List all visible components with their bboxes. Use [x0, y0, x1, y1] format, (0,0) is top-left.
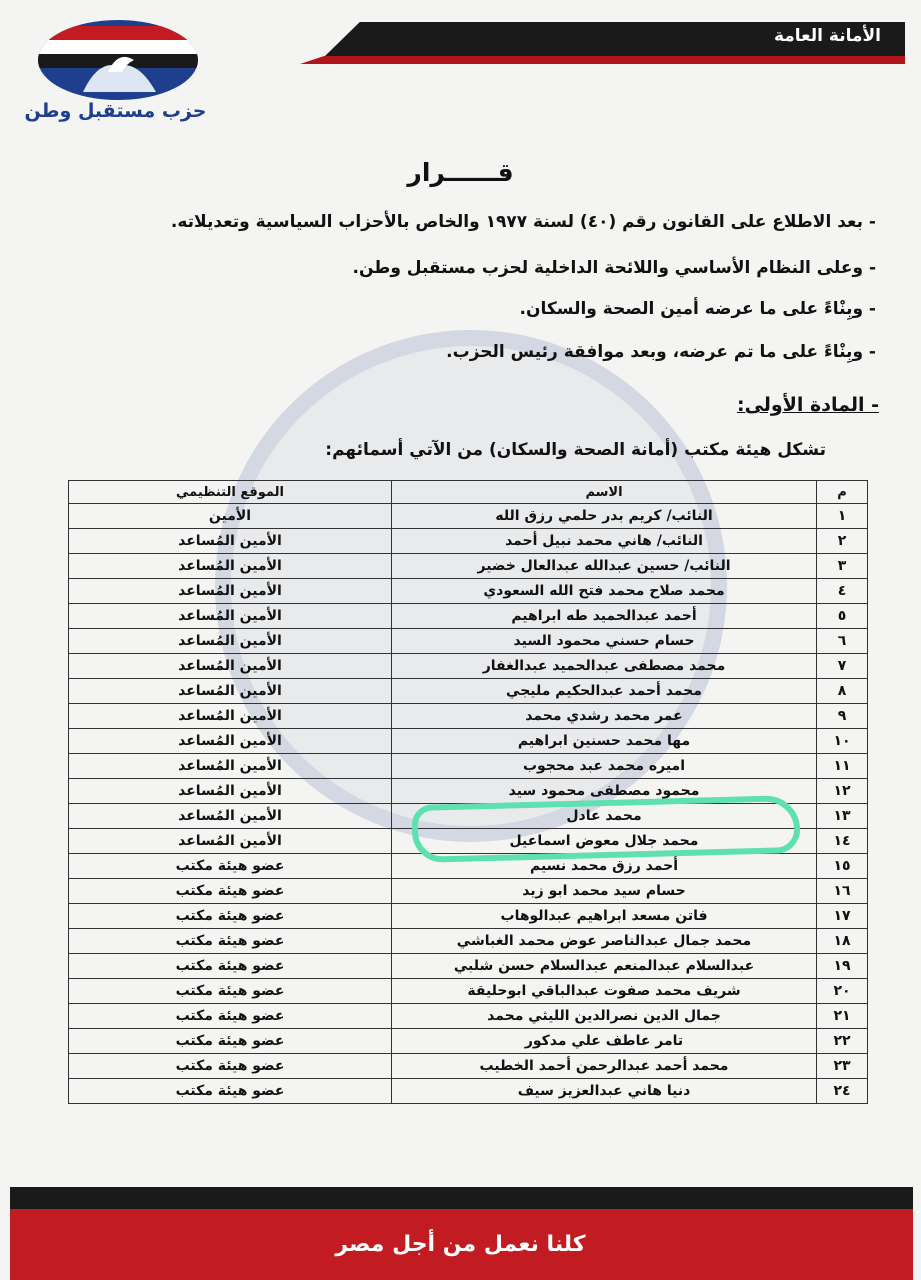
row-number: ٢٣ — [817, 1054, 868, 1079]
member-position: الأمين المُساعد — [69, 654, 392, 679]
table-row — [69, 1029, 868, 1054]
member-name: عمر محمد رشدي محمد — [392, 704, 817, 729]
table-row — [69, 904, 868, 929]
member-position: الأمين المُساعد — [69, 779, 392, 804]
member-position: عضو هيئة مكتب — [69, 954, 392, 979]
table-row — [69, 1004, 868, 1029]
footer-slogan: كلنا نعمل من أجل مصر — [335, 1232, 586, 1257]
row-number: ٩ — [817, 704, 868, 729]
article-heading: - المادة الأولى: — [736, 394, 879, 416]
member-name: اميره محمد عبد محجوب — [392, 754, 817, 779]
table-row — [69, 1079, 868, 1104]
member-name: محمد أحمد عبدالرحمن أحمد الخطيب — [392, 1054, 817, 1079]
row-number: ٥ — [817, 604, 868, 629]
table-row — [69, 554, 868, 579]
table-row — [69, 729, 868, 754]
row-number: ١٤ — [817, 829, 868, 854]
member-name: محمد مصطفى عبدالحميد عبدالغفار — [392, 654, 817, 679]
member-name: النائب/ كريم بدر حلمي رزق الله — [392, 504, 817, 529]
table-row — [69, 704, 868, 729]
header-position: الموقع التنظيمي — [69, 481, 392, 504]
preamble-line: - وبِنْاءً على ما عرضه أمين الصحة والسكان. — [519, 299, 876, 319]
table-row — [69, 654, 868, 679]
member-position: عضو هيئة مكتب — [69, 904, 392, 929]
row-number: ١٦ — [817, 879, 868, 904]
preamble-line: - بعد الاطلاع على القانون رقم (٤٠) لسنة ١٩٧٧ والخاص بالأحزاب السياسية وتعديلاته. — [170, 212, 876, 232]
member-position: عضو هيئة مكتب — [69, 879, 392, 904]
member-position: الأمين المُساعد — [69, 554, 392, 579]
member-position: عضو هيئة مكتب — [69, 1029, 392, 1054]
member-name: أحمد رزق محمد نسيم — [392, 854, 817, 879]
member-position: الأمين المُساعد — [69, 679, 392, 704]
member-position: الأمين المُساعد — [69, 604, 392, 629]
table-row — [69, 979, 868, 1004]
member-position: عضو هيئة مكتب — [69, 979, 392, 1004]
table-row — [69, 629, 868, 654]
member-position: عضو هيئة مكتب — [69, 1004, 392, 1029]
row-number: ٢٤ — [817, 1079, 868, 1104]
member-name: حسام سيد محمد ابو زيد — [392, 879, 817, 904]
logo-emblem — [38, 20, 198, 100]
table-row — [69, 754, 868, 779]
row-number: ٢٠ — [817, 979, 868, 1004]
member-position: الأمين المُساعد — [69, 729, 392, 754]
table-row — [69, 879, 868, 904]
member-name: تامر عاطف علي مدكور — [392, 1029, 817, 1054]
row-number: ٢٢ — [817, 1029, 868, 1054]
member-name: محمد عادل — [392, 804, 817, 829]
member-name: دنيا هاني عبدالعزيز سيف — [392, 1079, 817, 1104]
row-number: ٦ — [817, 629, 868, 654]
member-name: جمال الدين نصرالدين الليثي محمد — [392, 1004, 817, 1029]
party-logo — [18, 18, 213, 128]
row-number: ٣ — [817, 554, 868, 579]
member-position: عضو هيئة مكتب — [69, 1054, 392, 1079]
member-position: الأمين — [69, 504, 392, 529]
eagle-icon — [38, 20, 198, 100]
table-row — [69, 954, 868, 979]
header-name: الاسم — [392, 481, 817, 504]
member-name: النائب/ هاني محمد نبيل أحمد — [392, 529, 817, 554]
member-position: الأمين المُساعد — [69, 804, 392, 829]
member-name: محمد جمال عبدالناصر عوض محمد الغباشي — [392, 929, 817, 954]
member-name: عبدالسلام عبدالمنعم عبدالسلام حسن شلبي — [392, 954, 817, 979]
member-position: الأمين المُساعد — [69, 529, 392, 554]
table-row — [69, 504, 868, 529]
row-number: ١٨ — [817, 929, 868, 954]
member-name: النائب/ حسين عبدالله عبدالعال خضير — [392, 554, 817, 579]
table-row — [69, 679, 868, 704]
table-header-row — [69, 481, 868, 504]
hand-drawn-highlight — [411, 795, 800, 863]
preamble-line: - وعلى النظام الأساسي واللائحة الداخلية لحزب مستقبل وطن. — [352, 258, 876, 278]
member-position: عضو هيئة مكتب — [69, 1079, 392, 1104]
member-name: محمد صلاح محمد فتح الله السعودي — [392, 579, 817, 604]
header-number: م — [817, 481, 868, 504]
members-table — [68, 480, 868, 1104]
article-subtitle: تشكل هيئة مكتب (أمانة الصحة والسكان) من الآتي أسمائهم: — [325, 440, 826, 460]
row-number: ٢١ — [817, 1004, 868, 1029]
table-row — [69, 579, 868, 604]
member-position: الأمين المُساعد — [69, 579, 392, 604]
member-position: الأمين المُساعد — [69, 704, 392, 729]
member-name: محمد جلال معوض اسماعيل — [392, 829, 817, 854]
member-position: الأمين المُساعد — [69, 829, 392, 854]
row-number: ١ — [817, 504, 868, 529]
row-number: ١٢ — [817, 779, 868, 804]
member-position: الأمين المُساعد — [69, 629, 392, 654]
logo-text: حزب مستقبل وطن — [24, 100, 207, 122]
member-position: عضو هيئة مكتب — [69, 929, 392, 954]
row-number: ١٣ — [817, 804, 868, 829]
member-name: مها محمد حسنين ابراهيم — [392, 729, 817, 754]
row-number: ١٥ — [817, 854, 868, 879]
table-row — [69, 529, 868, 554]
header-banner-text: الأمانة العامة — [773, 26, 881, 46]
row-number: ١٩ — [817, 954, 868, 979]
member-name: شريف محمد صفوت عبدالباقي ابوحليقة — [392, 979, 817, 1004]
document-title: قــــــرار — [407, 158, 514, 187]
footer-black-stripe — [10, 1187, 913, 1209]
member-name: محمد أحمد عبدالحكيم مليجي — [392, 679, 817, 704]
row-number: ٤ — [817, 579, 868, 604]
member-name: أحمد عبدالحميد طه ابراهيم — [392, 604, 817, 629]
row-number: ٨ — [817, 679, 868, 704]
member-name: حسام حسني محمود السيد — [392, 629, 817, 654]
preamble-line: - وبِنْاءً على ما تم عرضه، وبعد موافقة رئيس الحزب. — [446, 342, 876, 362]
row-number: ١١ — [817, 754, 868, 779]
member-name: محمود مصطفى محمود سيد — [392, 779, 817, 804]
row-number: ١٧ — [817, 904, 868, 929]
row-number: ٧ — [817, 654, 868, 679]
table-row — [69, 604, 868, 629]
member-position: الأمين المُساعد — [69, 754, 392, 779]
table-row — [69, 929, 868, 954]
header-red-stripe — [300, 56, 905, 64]
member-position: عضو هيئة مكتب — [69, 854, 392, 879]
member-name: فاتن مسعد ابراهيم عبدالوهاب — [392, 904, 817, 929]
table-row — [69, 1054, 868, 1079]
row-number: ١٠ — [817, 729, 868, 754]
row-number: ٢ — [817, 529, 868, 554]
